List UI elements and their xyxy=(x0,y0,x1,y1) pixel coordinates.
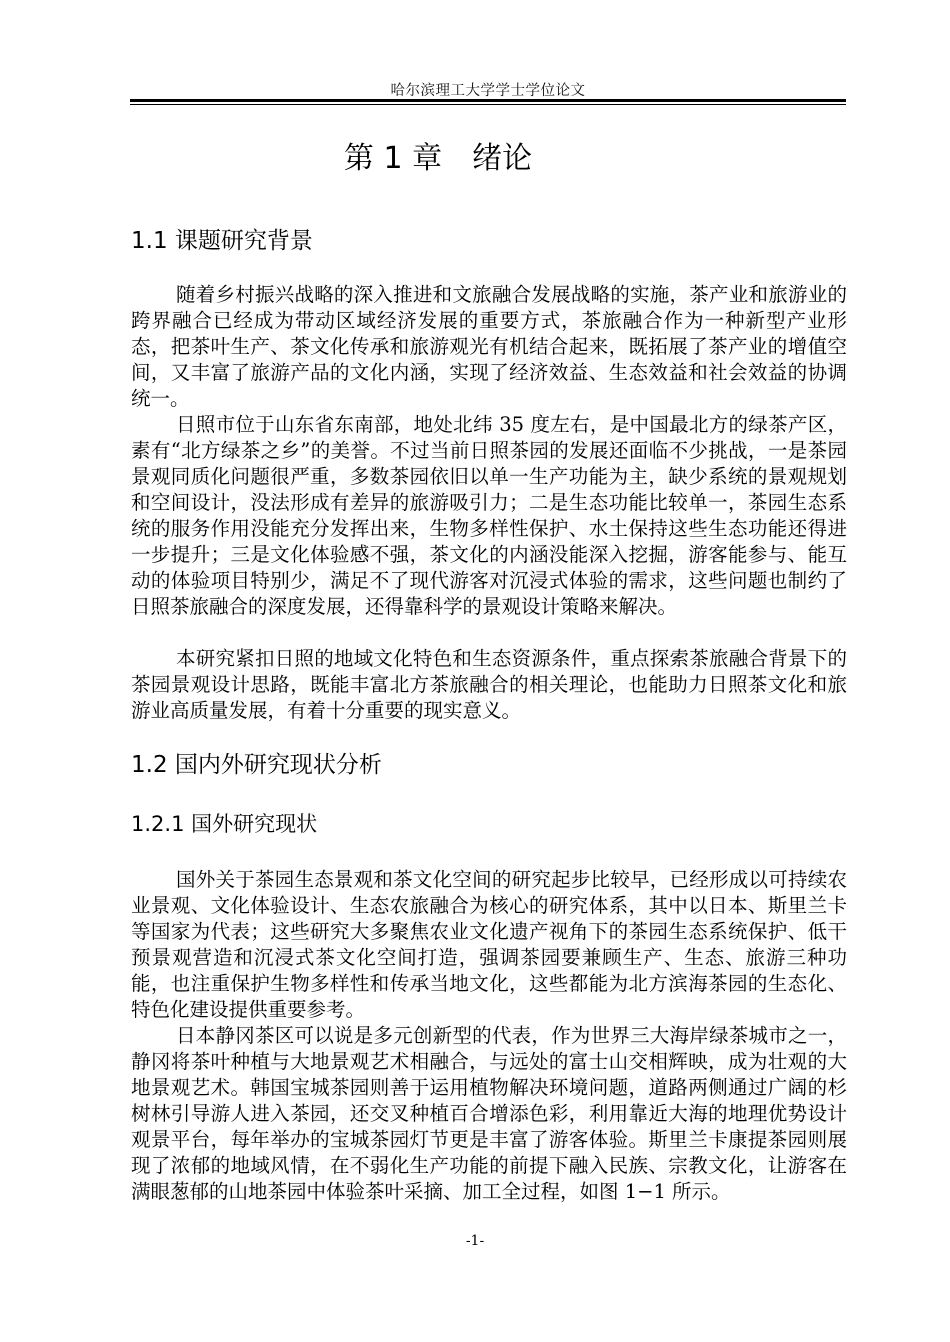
paragraph-1-2-1-b: 日本静冈茶区可以说是多元创新型的代表，作为世界三大海岸绿茶城市之一，静冈将茶叶种植与大地景观艺术相融合，与远处的富士山交相辉映，成为壮观的大地景观艺术。韩国宝城茶园则善于运用植物解决环境问题，道路两侧通过广阔的杉树林引导游人进入茶园，还交叉种植百合增添色彩，利用靠近大海的地理优势设计观景平台，每年举办的宝城茶园灯节更是丰富了游客体验。斯里兰卡康提茶园则展现了浓郁的地域风情，在不弱化生产功能的前提下融入民族、宗教文化，让游客在满眼葱郁的山地茶园中体验茶叶采摘、加工全过程，如图 1−1 所示。 xyxy=(131,1024,847,1203)
paragraph-1-1-c: 本研究紧扣日照的地域文化特色和生态资源条件，重点探索茶旅融合背景下的茶园景观设计思路，既能丰富北方茶旅融合的相关理论，也能助力日照茶文化和旅游业高质量发展，有着十分重要的现实意义。 xyxy=(131,647,847,722)
header-rule-thin xyxy=(130,104,846,105)
chapter-title-text: 第 1 章 绪论 xyxy=(343,141,533,176)
section-heading-1-2: 1.2 国内外研究现状分析 xyxy=(131,752,382,778)
paragraph-1-1-a: 随着乡村振兴战略的深入推进和文旅融合发展战略的实施，茶产业和旅游业的跨界融合已经成为带动区域经济发展的重要方式，茶旅融合作为一种新型产业形态，把茶叶生产、茶文化传承和旅游观光有机结合起来，既拓展了茶产业的增值空间，又丰富了旅游产品的文化内涵，实现了经济效益、生态效益和社会效益的协调统一。 xyxy=(131,283,847,410)
page-number: -1- xyxy=(465,1233,485,1249)
header-rule-thick xyxy=(130,99,846,102)
section-heading-1-1: 1.1 课题研究背景 xyxy=(131,228,313,254)
paragraph-1-1-b: 日照市位于山东省东南部，地处北纬 35 度左右，是中国最北方的绿茶产区，素有“北方绿茶之乡”的美誉。不过当前日照茶园的发展还面临不少挑战，一是茶园景观同质化问题很严重，多数茶园依旧以单一生产功能为主，缺少系统的景观规划和空间设计，没法形成有差异的旅游吸引力；二是生态功能比较单一，茶园生态系统的服务作用没能充分发挥出来，生物多样性保护、水土保持这些生态功能还得进一步提升；三是文化体验感不强，茶文化的内涵没能深入挖掘，游客能参与、能互动的体验项目特别少，满足不了现代游客对沉浸式体验的需求，这些问题也制约了日照茶旅融合的深度发展，还得靠科学的景观设计策略来解决。 xyxy=(131,413,847,618)
subsection-heading-1-2-1: 1.2.1 国外研究现状 xyxy=(131,812,318,836)
paragraph-1-2-1-a: 国外关于茶园生态景观和茶文化空间的研究起步比较早，已经形成以可持续农业景观、文化体验设计、生态农旅融合为核心的研究体系，其中以日本、斯里兰卡等国家为代表；这些研究大多聚焦农业文化遗产视角下的茶园生态系统保护、低干预景观营造和沉浸式茶文化空间打造，强调茶园要兼顾生产、生态、旅游三种功能，也注重保护生物多样性和传承当地文化，这些都能为北方滨海茶园的生态化、特色化建设提供重要参考。 xyxy=(131,868,847,1021)
chapter-title xyxy=(130,133,846,177)
running-header: 哈尔滨理工大学学士学位论文 xyxy=(390,83,586,99)
